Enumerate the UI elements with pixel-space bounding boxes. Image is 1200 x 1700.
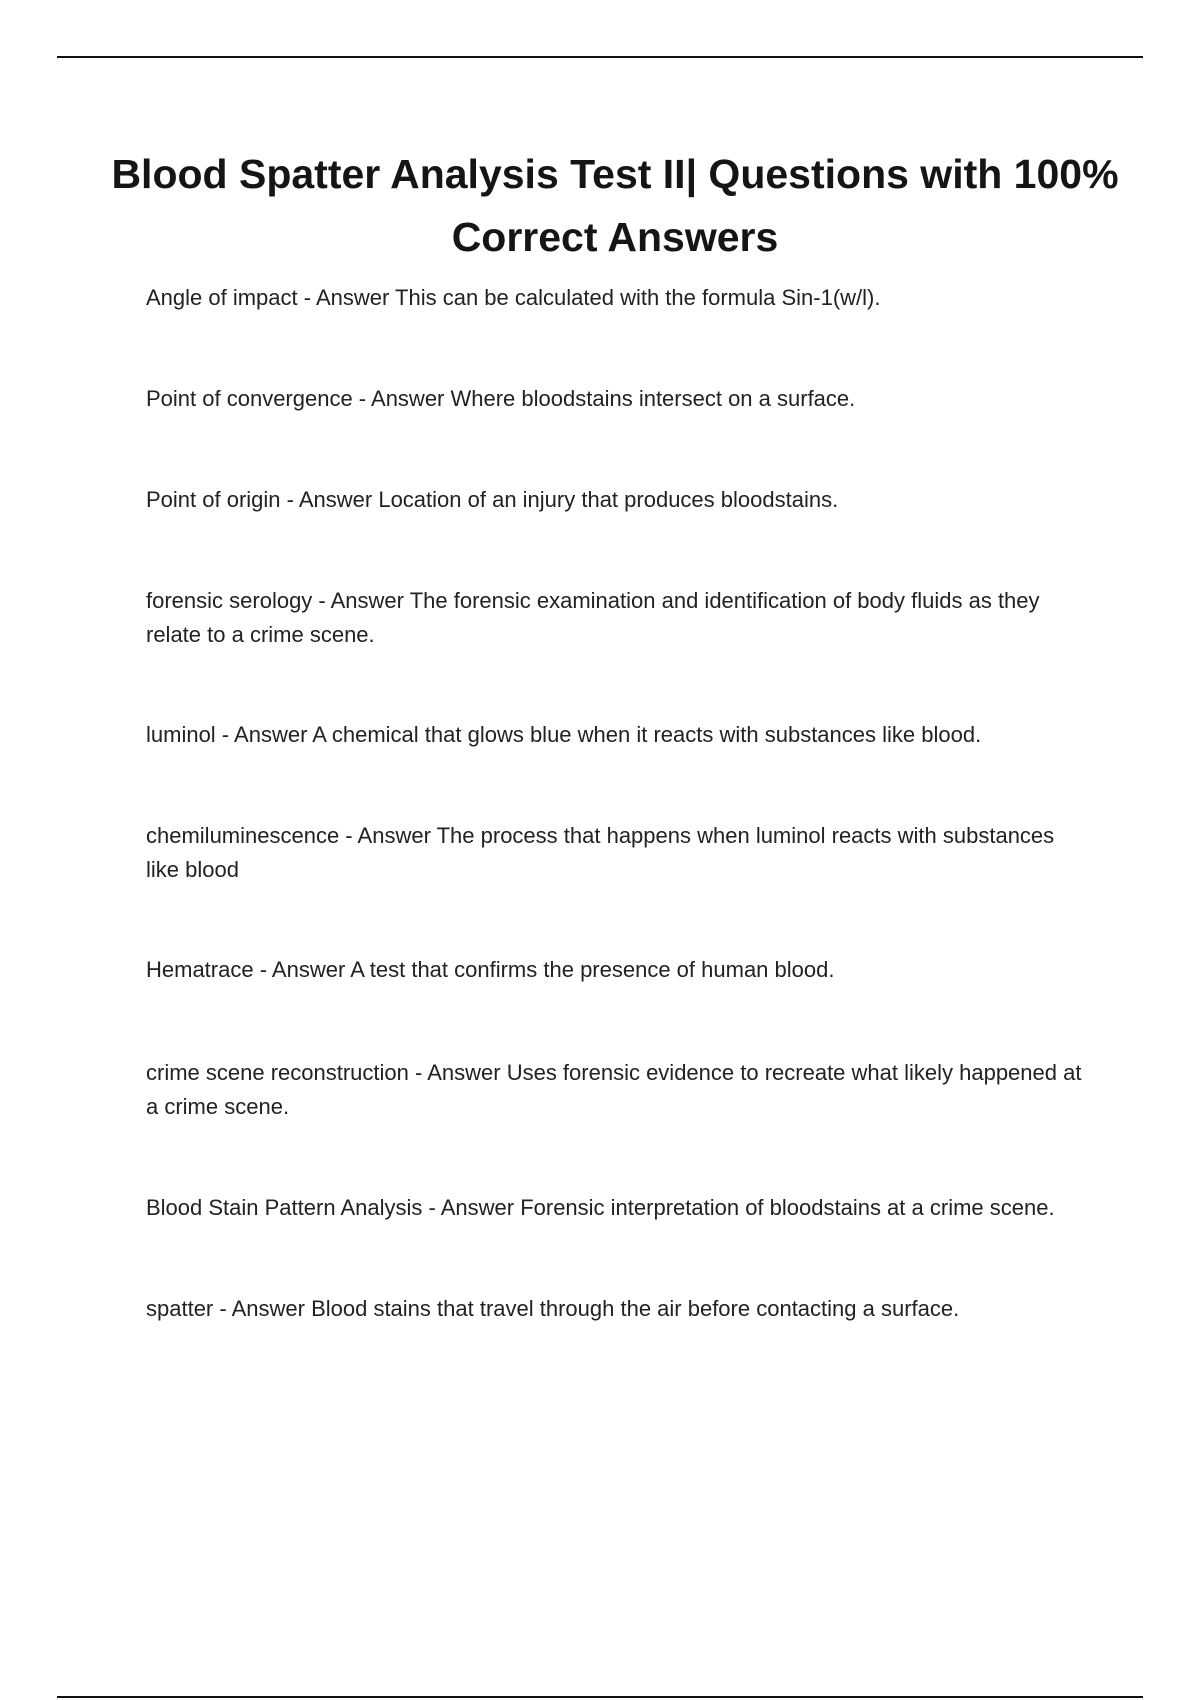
qa-item-angle-of-impact: Angle of impact - Answer This can be calculated with the formula Sin-1(w/l). bbox=[146, 285, 881, 310]
qa-item-spatter: spatter - Answer Blood stains that travel through the air before contacting a surface. bbox=[146, 1296, 960, 1321]
qa-item-point-of-convergence: Point of convergence - Answer Where bloodstains intersect on a surface. bbox=[146, 386, 856, 411]
qa-item-hematrace: Hematrace - Answer A test that confirms the presence of human blood. bbox=[146, 957, 835, 982]
qa-item-crime-scene-reconstruction: crime scene reconstruction - Answer Uses forensic evidence to recreate what likely happened at a crime scene. bbox=[146, 1060, 1082, 1119]
qa-item-chemiluminescence: chemiluminescence - Answer The process that happens when luminol reacts with substances like blood bbox=[146, 823, 1055, 882]
bottom-rule bbox=[57, 1696, 1143, 1698]
qa-list bbox=[146, 281, 1086, 1326]
qa-item-luminol: luminol - Answer A chemical that glows blue when it reacts with substances like blood. bbox=[146, 722, 982, 747]
document-title: Blood Spatter Analysis Test II| Questions with 100% Correct Answers bbox=[111, 151, 1119, 260]
qa-item-blood-stain-pattern-analysis: Blood Stain Pattern Analysis - Answer Forensic interpretation of bloodstains at a crime scene. bbox=[146, 1195, 1055, 1220]
top-rule bbox=[57, 56, 1143, 58]
qa-item-point-of-origin: Point of origin - Answer Location of an injury that produces bloodstains. bbox=[146, 487, 839, 512]
qa-item-forensic-serology: forensic serology - Answer The forensic examination and identification of body fluids as they relate to a crime scene. bbox=[146, 588, 1040, 647]
